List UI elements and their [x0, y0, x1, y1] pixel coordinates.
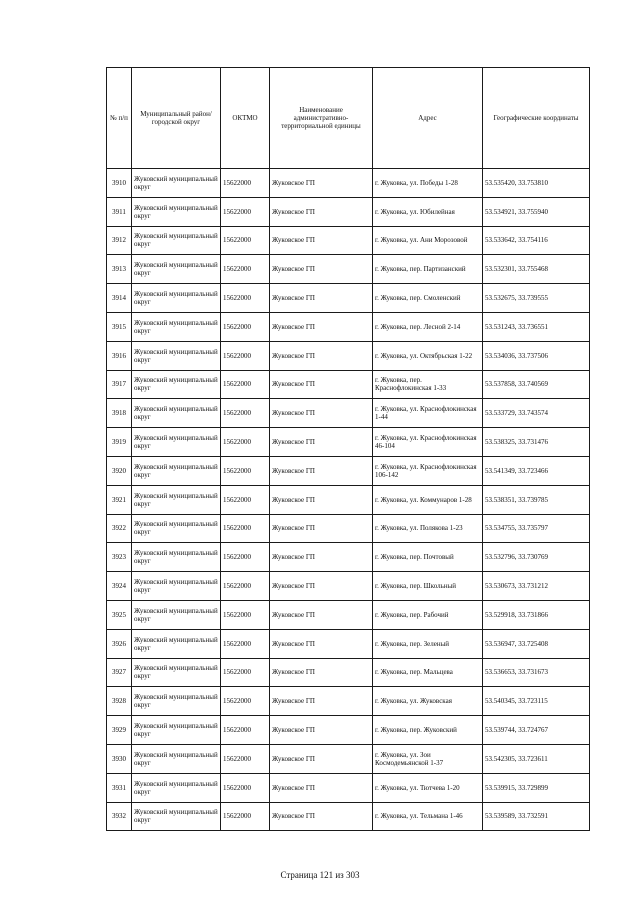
cell-coords: 53.539915, 33.729899 — [483, 773, 590, 802]
cell-district: Жуковский муниципальный округ — [132, 456, 221, 485]
cell-oktmo: 15622000 — [221, 428, 270, 457]
cell-coords: 53.539589, 33.732591 — [483, 802, 590, 831]
cell-oktmo: 15622000 — [221, 687, 270, 716]
table-row — [107, 399, 590, 428]
table-row — [107, 370, 590, 399]
table-row — [107, 629, 590, 658]
cell-unit: Жуковское ГП — [270, 284, 373, 313]
cell-district: Жуковский муниципальный округ — [132, 428, 221, 457]
cell-unit: Жуковское ГП — [270, 600, 373, 629]
cell-num: 3919 — [107, 428, 132, 457]
cell-coords: 53.538351, 33.739785 — [483, 485, 590, 514]
cell-district: Жуковский муниципальный округ — [132, 572, 221, 601]
cell-unit: Жуковское ГП — [270, 716, 373, 745]
cell-address: г. Жуковка, ул. Краснофлокинская 1-44 — [373, 399, 483, 428]
table-row — [107, 773, 590, 802]
cell-coords: 53.536947, 33.725408 — [483, 629, 590, 658]
cell-coords: 53.532796, 33.730769 — [483, 543, 590, 572]
cell-coords: 53.538325, 33.731476 — [483, 428, 590, 457]
cell-address: г. Жуковка, пер. Почтовый — [373, 543, 483, 572]
cell-address: г. Жуковка, ул. Краснофлокинская 106-142 — [373, 456, 483, 485]
cell-num: 3928 — [107, 687, 132, 716]
cell-coords: 53.531243, 33.736551 — [483, 312, 590, 341]
table-row — [107, 744, 590, 773]
cell-district: Жуковский муниципальный округ — [132, 485, 221, 514]
cell-address: г. Жуковка, пер. Школьный — [373, 572, 483, 601]
cell-coords: 53.535420, 33.753810 — [483, 169, 590, 198]
cell-unit: Жуковское ГП — [270, 629, 373, 658]
cell-address: г. Жуковка, ул. Полякова 1-23 — [373, 514, 483, 543]
cell-oktmo: 15622000 — [221, 543, 270, 572]
cell-coords: 53.530673, 33.731212 — [483, 572, 590, 601]
table-row — [107, 255, 590, 284]
cell-unit: Жуковское ГП — [270, 370, 373, 399]
table-row — [107, 543, 590, 572]
cell-district: Жуковский муниципальный округ — [132, 802, 221, 831]
cell-unit: Жуковское ГП — [270, 226, 373, 255]
cell-district: Жуковский муниципальный округ — [132, 255, 221, 284]
cell-district: Жуковский муниципальный округ — [132, 312, 221, 341]
table-row — [107, 197, 590, 226]
records-table — [106, 67, 590, 831]
cell-coords: 53.540345, 33.723115 — [483, 687, 590, 716]
cell-coords: 53.537858, 33.740569 — [483, 370, 590, 399]
cell-address: г. Жуковка, пер. Смоленский — [373, 284, 483, 313]
cell-address: г. Жуковка, ул. Юбилейная — [373, 197, 483, 226]
cell-oktmo: 15622000 — [221, 773, 270, 802]
cell-district: Жуковский муниципальный округ — [132, 169, 221, 198]
cell-num: 3930 — [107, 744, 132, 773]
cell-district: Жуковский муниципальный округ — [132, 773, 221, 802]
cell-num: 3931 — [107, 773, 132, 802]
cell-oktmo: 15622000 — [221, 399, 270, 428]
cell-unit: Жуковское ГП — [270, 658, 373, 687]
cell-coords: 53.539744, 33.724767 — [483, 716, 590, 745]
cell-oktmo: 15622000 — [221, 802, 270, 831]
cell-address: г. Жуковка, ул. Тютчева 1-20 — [373, 773, 483, 802]
cell-district: Жуковский муниципальный округ — [132, 226, 221, 255]
cell-num: 3926 — [107, 629, 132, 658]
cell-address: г. Жуковка, пер. Краснофлокинская 1-33 — [373, 370, 483, 399]
cell-unit: Жуковское ГП — [270, 514, 373, 543]
cell-num: 3922 — [107, 514, 132, 543]
cell-address: г. Жуковка, ул. Октябрьская 1-22 — [373, 341, 483, 370]
cell-num: 3916 — [107, 341, 132, 370]
cell-coords: 53.532675, 33.739555 — [483, 284, 590, 313]
cell-coords: 53.541349, 33.723466 — [483, 456, 590, 485]
cell-num: 3921 — [107, 485, 132, 514]
cell-oktmo: 15622000 — [221, 226, 270, 255]
table-header-row — [107, 68, 590, 169]
cell-unit: Жуковское ГП — [270, 802, 373, 831]
cell-oktmo: 15622000 — [221, 744, 270, 773]
cell-coords: 53.533729, 33.743574 — [483, 399, 590, 428]
cell-address: г. Жуковка, пер. Партизанский — [373, 255, 483, 284]
cell-oktmo: 15622000 — [221, 169, 270, 198]
cell-district: Жуковский муниципальный округ — [132, 514, 221, 543]
cell-oktmo: 15622000 — [221, 456, 270, 485]
table-row — [107, 485, 590, 514]
table-row — [107, 572, 590, 601]
cell-oktmo: 15622000 — [221, 341, 270, 370]
cell-unit: Жуковское ГП — [270, 456, 373, 485]
cell-coords: 53.532301, 33.755468 — [483, 255, 590, 284]
cell-oktmo: 15622000 — [221, 629, 270, 658]
cell-district: Жуковский муниципальный округ — [132, 341, 221, 370]
table-row — [107, 802, 590, 831]
cell-district: Жуковский муниципальный округ — [132, 543, 221, 572]
cell-oktmo: 15622000 — [221, 312, 270, 341]
cell-district: Жуковский муниципальный округ — [132, 687, 221, 716]
cell-address: г. Жуковка, ул. Краснофлокинская 46-104 — [373, 428, 483, 457]
cell-num: 3910 — [107, 169, 132, 198]
table-row — [107, 514, 590, 543]
cell-address: г. Жуковка, пер. Рабочий — [373, 600, 483, 629]
table-row — [107, 428, 590, 457]
cell-oktmo: 15622000 — [221, 284, 270, 313]
cell-oktmo: 15622000 — [221, 197, 270, 226]
cell-oktmo: 15622000 — [221, 370, 270, 399]
cell-num: 3915 — [107, 312, 132, 341]
cell-oktmo: 15622000 — [221, 658, 270, 687]
cell-coords: 53.542305, 33.723611 — [483, 744, 590, 773]
page-number: Страница 121 из 303 — [280, 870, 360, 880]
table-row — [107, 284, 590, 313]
cell-coords: 53.533642, 33.754116 — [483, 226, 590, 255]
table-row — [107, 600, 590, 629]
cell-unit: Жуковское ГП — [270, 399, 373, 428]
table-row — [107, 716, 590, 745]
table-row — [107, 658, 590, 687]
cell-district: Жуковский муниципальный округ — [132, 716, 221, 745]
cell-num: 3929 — [107, 716, 132, 745]
cell-district: Жуковский муниципальный округ — [132, 600, 221, 629]
cell-num: 3920 — [107, 456, 132, 485]
cell-num: 3923 — [107, 543, 132, 572]
cell-address: г. Жуковка, пер. Зеленый — [373, 629, 483, 658]
cell-coords: 53.534755, 33.735797 — [483, 514, 590, 543]
cell-unit: Жуковское ГП — [270, 572, 373, 601]
header-unit: Наименование административно-территориальной единицы — [270, 68, 373, 169]
table-body — [107, 169, 590, 831]
cell-coords: 53.534921, 33.755940 — [483, 197, 590, 226]
cell-unit: Жуковское ГП — [270, 255, 373, 284]
cell-address: г. Жуковка, ул. Тельмана 1-46 — [373, 802, 483, 831]
header-oktmo: ОКТМО — [221, 68, 270, 169]
cell-num: 3932 — [107, 802, 132, 831]
cell-oktmo: 15622000 — [221, 485, 270, 514]
cell-unit: Жуковское ГП — [270, 773, 373, 802]
table-row — [107, 312, 590, 341]
cell-address: г. Жуковка, пер. Мальцева — [373, 658, 483, 687]
cell-address: г. Жуковка, ул. Жуковская — [373, 687, 483, 716]
table-row — [107, 169, 590, 198]
cell-num: 3918 — [107, 399, 132, 428]
cell-address: г. Жуковка, ул. Победы 1-28 — [373, 169, 483, 198]
cell-unit: Жуковское ГП — [270, 312, 373, 341]
cell-num: 3911 — [107, 197, 132, 226]
cell-unit: Жуковское ГП — [270, 341, 373, 370]
cell-unit: Жуковское ГП — [270, 169, 373, 198]
table-row — [107, 687, 590, 716]
header-coords: Географические координаты — [483, 68, 590, 169]
cell-district: Жуковский муниципальный округ — [132, 744, 221, 773]
header-district: Муниципальный район/городской округ — [132, 68, 221, 169]
cell-district: Жуковский муниципальный округ — [132, 629, 221, 658]
cell-coords: 53.529918, 33.731866 — [483, 600, 590, 629]
cell-coords: 53.536653, 33.731673 — [483, 658, 590, 687]
cell-address: г. Жуковка, ул. Ани Морозовой — [373, 226, 483, 255]
cell-unit: Жуковское ГП — [270, 543, 373, 572]
cell-num: 3914 — [107, 284, 132, 313]
cell-oktmo: 15622000 — [221, 572, 270, 601]
cell-num: 3927 — [107, 658, 132, 687]
cell-num: 3924 — [107, 572, 132, 601]
header-num: № п/п — [107, 68, 132, 169]
table-row — [107, 226, 590, 255]
cell-oktmo: 15622000 — [221, 514, 270, 543]
cell-address: г. Жуковка, ул. Коммунаров 1-28 — [373, 485, 483, 514]
cell-num: 3913 — [107, 255, 132, 284]
cell-district: Жуковский муниципальный округ — [132, 284, 221, 313]
cell-address: г. Жуковка, пер. Лесной 2-14 — [373, 312, 483, 341]
table-row — [107, 456, 590, 485]
cell-oktmo: 15622000 — [221, 716, 270, 745]
cell-district: Жуковский муниципальный округ — [132, 370, 221, 399]
cell-district: Жуковский муниципальный округ — [132, 658, 221, 687]
cell-num: 3912 — [107, 226, 132, 255]
cell-unit: Жуковское ГП — [270, 197, 373, 226]
cell-unit: Жуковское ГП — [270, 428, 373, 457]
cell-district: Жуковский муниципальный округ — [132, 197, 221, 226]
cell-num: 3925 — [107, 600, 132, 629]
cell-coords: 53.534036, 33.737506 — [483, 341, 590, 370]
cell-unit: Жуковское ГП — [270, 485, 373, 514]
cell-district: Жуковский муниципальный округ — [132, 399, 221, 428]
cell-num: 3917 — [107, 370, 132, 399]
cell-address: г. Жуковка, ул. Зои Космодемьянской 1-37 — [373, 744, 483, 773]
header-address: Адрес — [373, 68, 483, 169]
cell-oktmo: 15622000 — [221, 600, 270, 629]
cell-oktmo: 15622000 — [221, 255, 270, 284]
cell-unit: Жуковское ГП — [270, 744, 373, 773]
cell-address: г. Жуковка, пер. Жуковский — [373, 716, 483, 745]
cell-unit: Жуковское ГП — [270, 687, 373, 716]
table-row — [107, 341, 590, 370]
